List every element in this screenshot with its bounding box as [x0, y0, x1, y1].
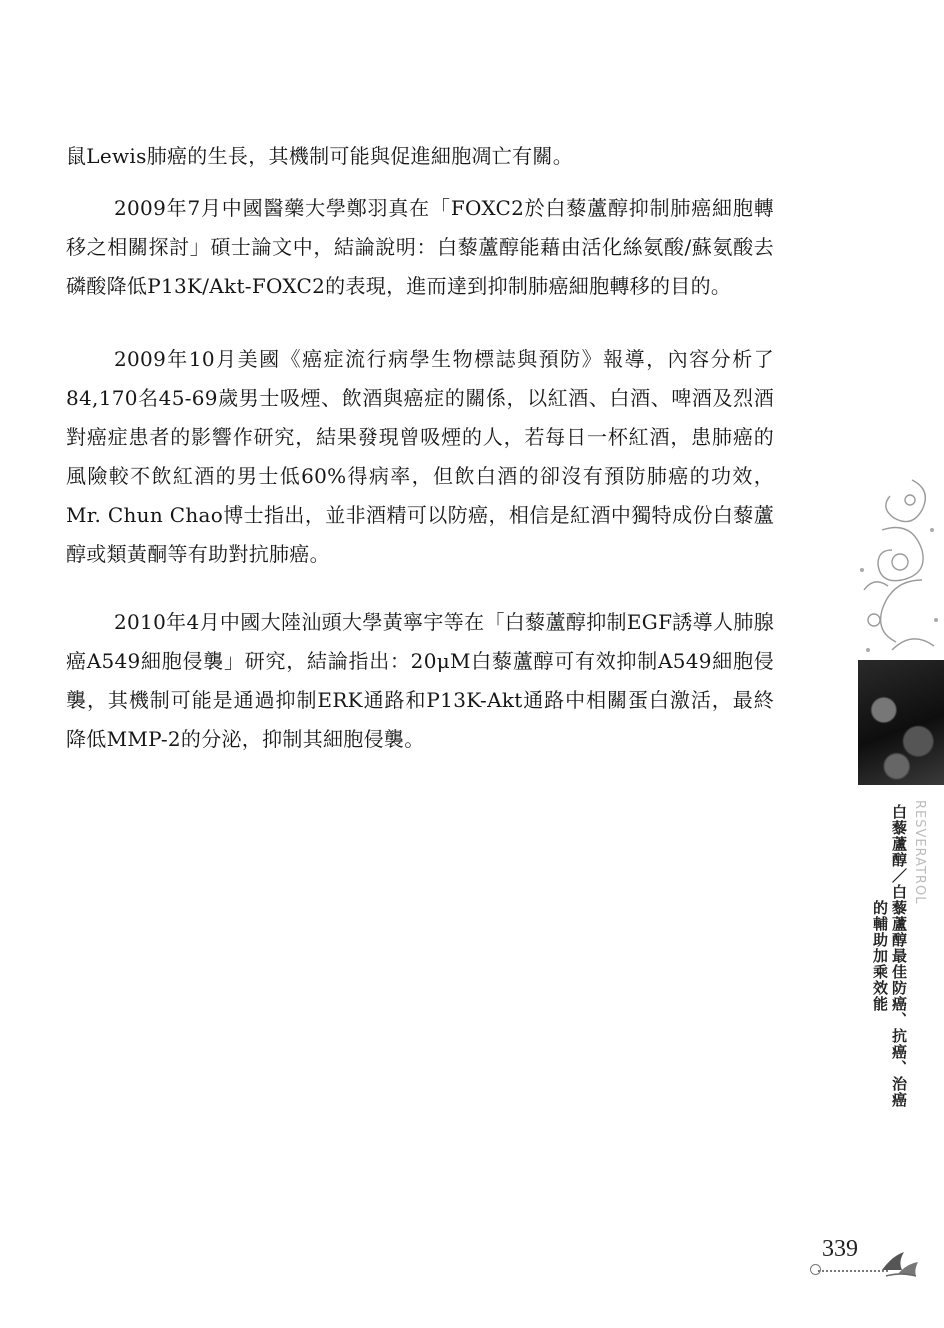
- page-number: 339: [822, 1236, 858, 1262]
- paragraph-2009-october: 2009年10月美國《癌症流行病學生物標誌與預防》報導，內容分析了84,170名45-69歲男士吸煙、飲酒與癌症的關係，以紅酒、白酒、啤酒及烈酒對癌症患者的影響作研究，結果發現曾吸煙的人，若每日一杯紅酒，患肺癌的風險較不飲紅酒的男士低60%得病率，但飲白酒的卻沒有預防肺癌的功效，Mr. Chun Chao博士指出，並非酒精可以防癌，相信是紅酒中獨特成份白藜蘆醇或類黃酮等有助對抗肺癌。: [66, 347, 774, 566]
- paragraph-2009-july: 2009年7月中國醫藥大學鄭羽真在「FOXC2於白藜蘆醇抑制肺癌細胞轉移之相關探討」碩士論文中，結論說明：白藜蘆醇能藉由活化絲氨酸/蘇氨酸去磷酸降低P13K/Akt-FOXC2的表現，進而達到抑制肺癌細胞轉移的目的。: [66, 196, 774, 298]
- running-header-line1: 白藜蘆醇／白藜蘆醇最佳防癌、抗癌、治癌: [890, 804, 908, 1108]
- paragraph-continuation: 鼠Lewis肺癌的生長，其機制可能與促進細胞凋亡有關。: [66, 144, 573, 168]
- footer-dotted-line: [818, 1270, 888, 1272]
- running-header-line2: 的輔助加乘效能: [871, 900, 889, 1012]
- paragraph-2010-april: 2010年4月中國大陸汕頭大學黃寧宇等在「白藜蘆醇抑制EGF誘導人肺腺癌A549細胞侵襲」研究，結論指出：20μM白藜蘆醇可有效抑制A549細胞侵襲，其機制可能是通過抑制ERK通路和P13K-Akt通路中相關蛋白激活，最終降低MMP-2的分泌，抑制其細胞侵襲。: [66, 610, 774, 751]
- running-header-latin: RESVERATROL: [912, 800, 927, 905]
- footer-leaf-ornament-icon: [880, 1248, 920, 1280]
- decorative-photo: [858, 660, 944, 785]
